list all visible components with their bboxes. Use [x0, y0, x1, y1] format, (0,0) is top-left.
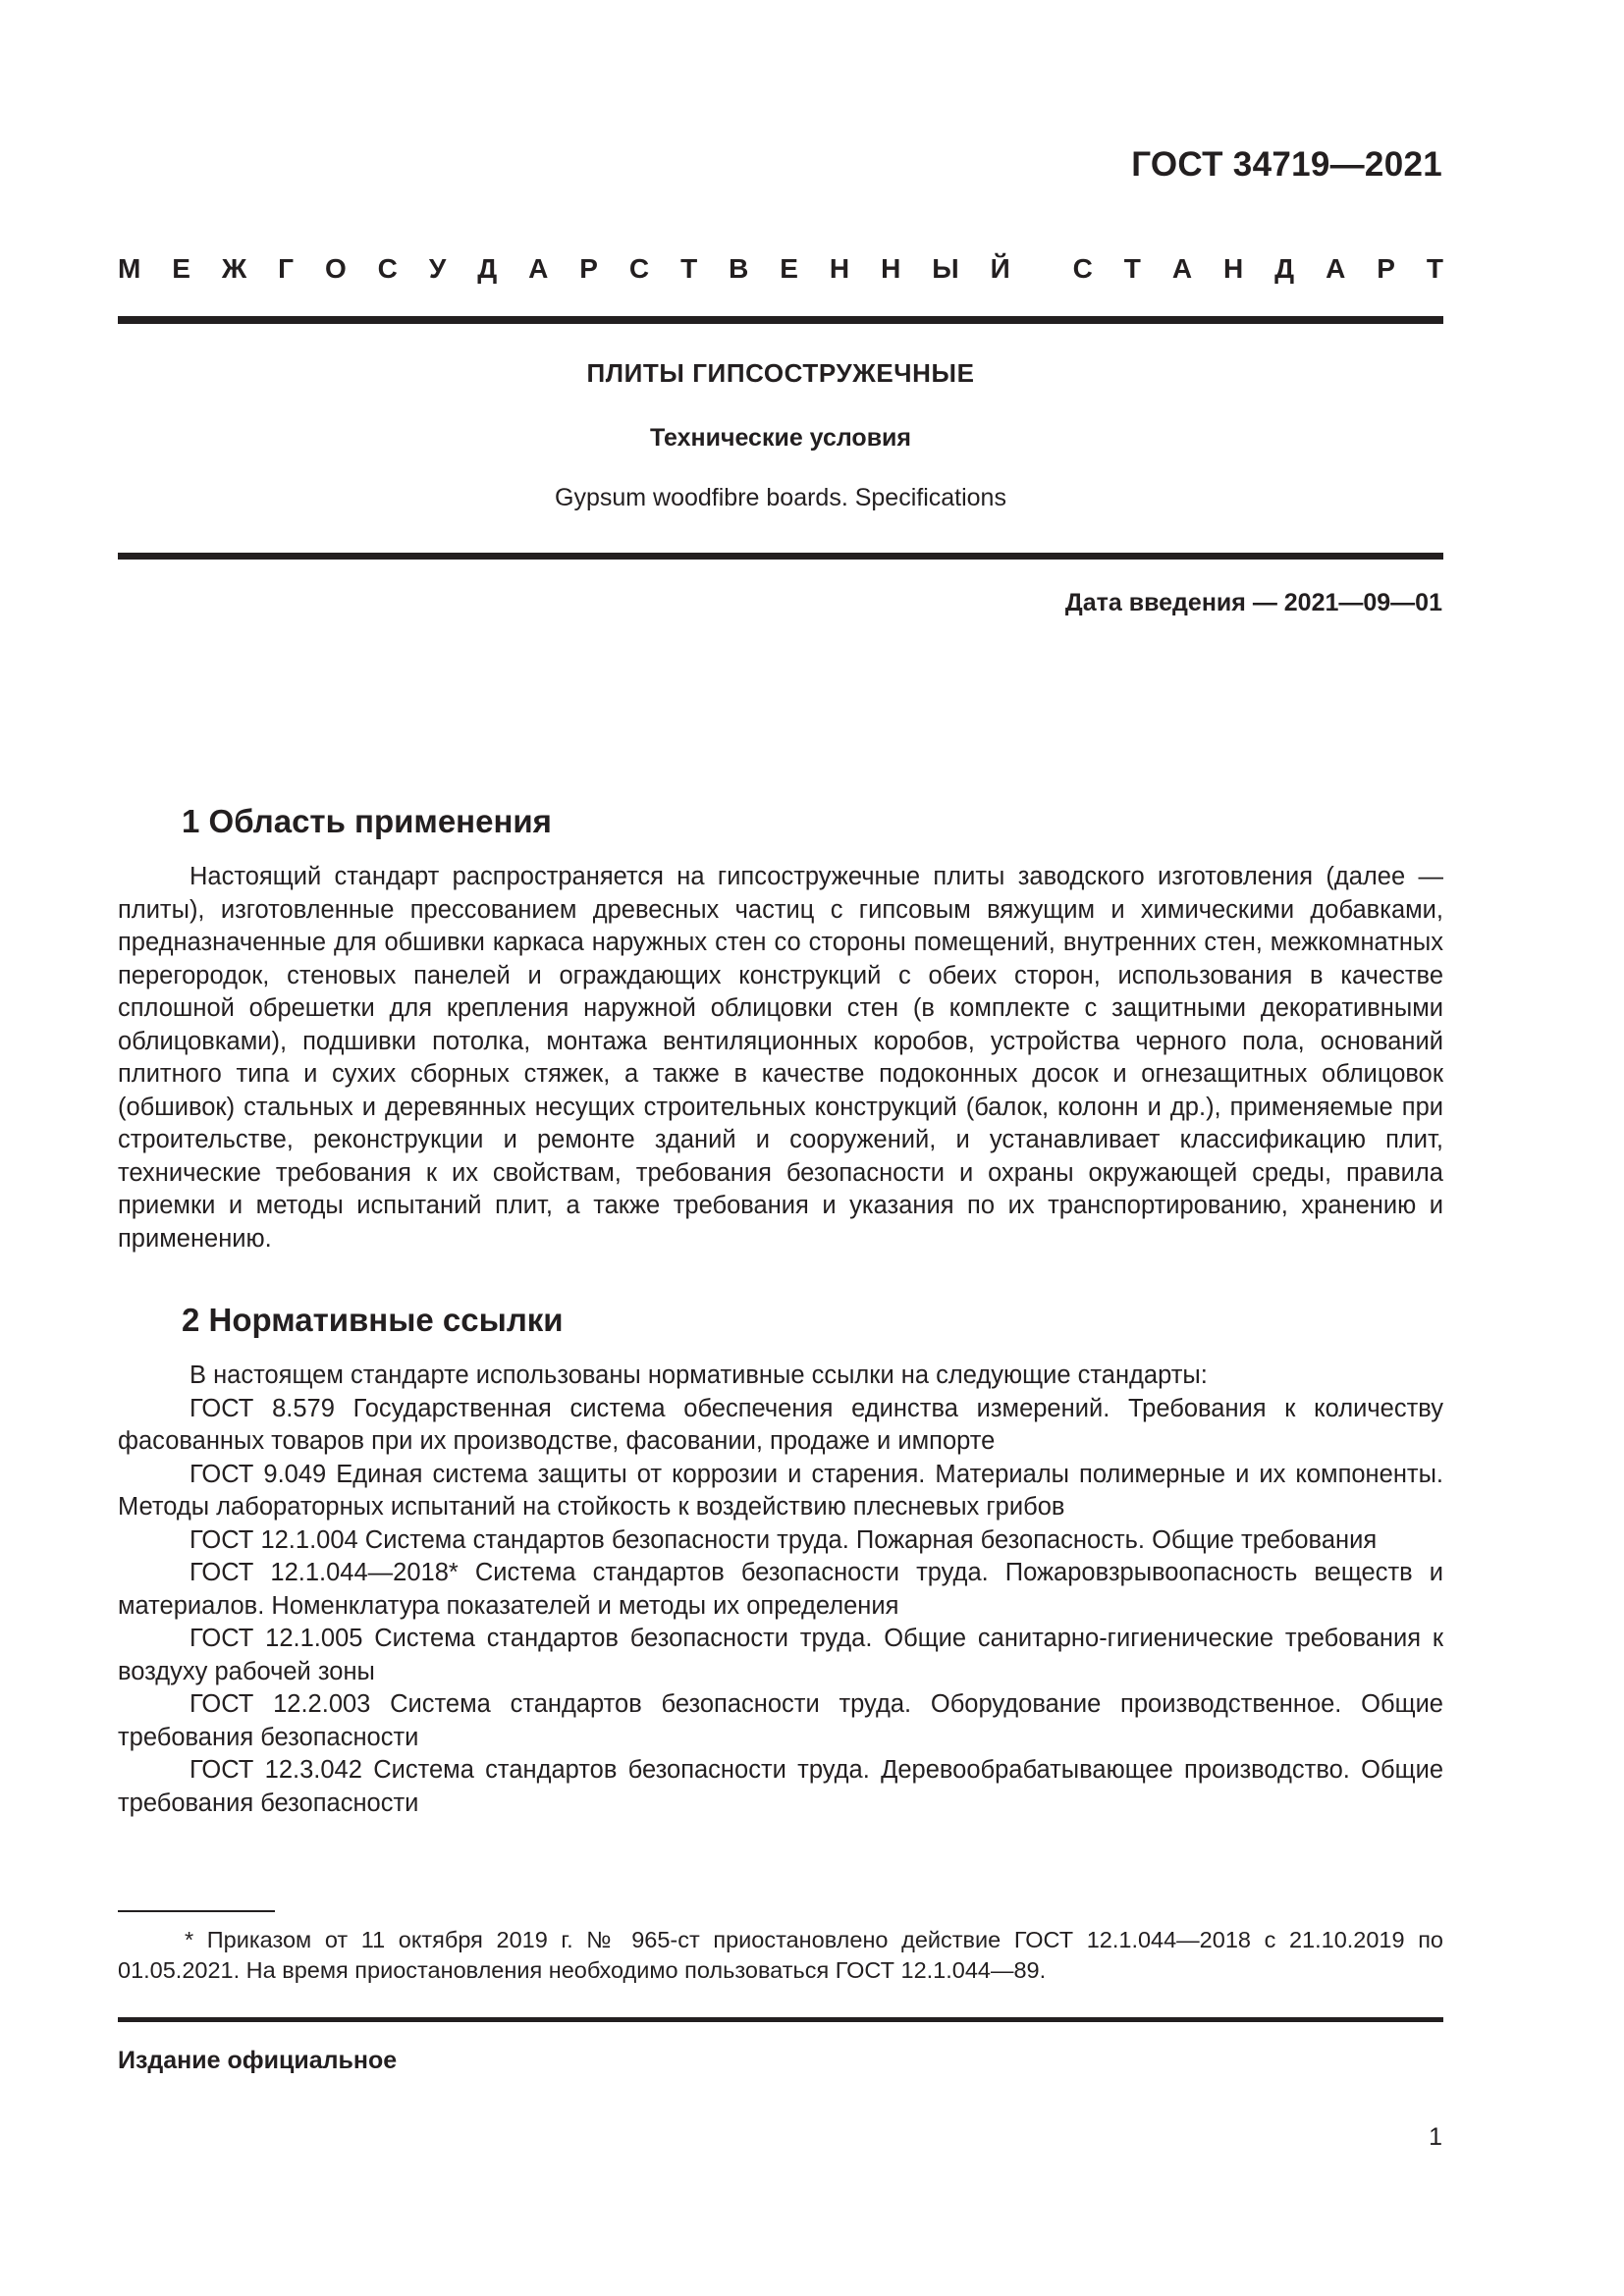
footnote — [118, 1925, 1443, 1986]
section-heading-references: 2 Нормативные ссылки — [182, 1302, 564, 1338]
reference-item: ГОСТ 12.3.042 Система стандартов безопасности труда. Деревообрабатывающее производство. Общие требования безопасности — [118, 1756, 1443, 1817]
doc-kind-letter: С — [1072, 253, 1093, 284]
document-title-english: Gypsum woodfibre boards. Specifications — [555, 484, 1006, 511]
reference-item: ГОСТ 9.049 Единая система защиты от коррозии и старения. Материалы полимерные и их компоненты. Методы лабораторных испытаний на стойкость к воздействию плесневых грибов — [118, 1460, 1443, 1521]
doc-kind-letter: Г — [278, 253, 295, 284]
footnote-text: * Приказом от 11 октября 2019 г. № 965-ст приостановлено действие ГОСТ 12.1.044—2018 с 21.10.2019 по 01.05.2021. На время приостановления необходимо пользоваться ГОСТ 12.1.044—89. — [118, 1927, 1443, 1983]
reference-item: ГОСТ 12.1.044—2018* Система стандартов безопасности труда. Пожаровзрывоопасность веществ и материалов. Номенклатура показателей и методы их определения — [118, 1559, 1443, 1620]
doc-kind-letter: Н — [1223, 253, 1244, 284]
introduction-date: Дата введения — 2021—09—01 — [1064, 589, 1442, 616]
doc-kind-letter: Н — [829, 253, 850, 284]
doc-kind-letter: Т — [680, 253, 698, 284]
header-divider — [118, 316, 1443, 324]
references-section — [118, 1360, 1443, 1820]
document-code: ГОСТ 34719—2021 — [1131, 145, 1442, 184]
footnote-separator — [118, 1910, 275, 1912]
reference-item: ГОСТ 12.1.004 Система стандартов безопасности труда. Пожарная безопасность. Общие требования — [189, 1525, 1378, 1554]
doc-kind-letter: А — [1326, 253, 1346, 284]
doc-kind-letter: Т — [1426, 253, 1443, 284]
references-lead: В настоящем стандарте использованы нормативные ссылки на следующие стандарты: — [189, 1362, 1208, 1389]
doc-kind-letter: В — [729, 253, 749, 284]
footer-divider — [118, 2017, 1443, 2022]
reference-item: ГОСТ 12.1.005 Система стандартов безопасности труда. Общие санитарно-гигиенические требования к воздуху рабочей зоны — [118, 1625, 1443, 1685]
doc-kind-letter: О — [324, 253, 347, 284]
doc-kind-letter: Р — [579, 253, 598, 284]
doc-kind-letter: Н — [881, 253, 901, 284]
doc-kind-letter: Е — [172, 253, 190, 284]
doc-kind-letter: С — [628, 253, 650, 284]
page-number: 1 — [1429, 2123, 1442, 2151]
doc-kind-letter: Ы — [932, 253, 959, 284]
doc-kind-letter: Р — [1377, 253, 1395, 284]
doc-kind-letter: А — [528, 253, 549, 284]
doc-kind-letter: Й — [990, 253, 1010, 284]
scope-section — [118, 861, 1443, 1255]
document-subtitle: Технические условия — [649, 424, 912, 452]
document-title: ПЛИТЫ ГИПСОСТРУЖЕЧНЫЕ — [586, 358, 975, 388]
doc-kind-letter: Т — [1123, 253, 1141, 284]
title-divider — [118, 553, 1443, 560]
section-heading-scope: 1 Область применения — [182, 803, 552, 839]
doc-kind-letter: М — [118, 253, 141, 284]
doc-kind-letter: Д — [477, 253, 498, 284]
official-edition-label: Издание официальное — [118, 2047, 398, 2074]
document-kind-banner — [118, 253, 1443, 285]
scope-paragraph: Настоящий стандарт распространяется на гипсостружечные плиты заводского изготовления (далее — плиты), изготовленные прессованием древесных частиц с гипсовым вяжущим и химическими добавками, предназначенные для обшивки каркаса наружных стен со стороны помещений, внутренних стен, межкомнатных перегородок, стеновых панелей и ограждающих конструкций с обеих сторон, использования в качестве сплошной обрешетки для крепления наружной облицовки стен (в комплекте с защитными декоративными облицовками), подшивки потолка, монтажа вентиляционных коробов, устройства черного пола, оснований плитного типа и сухих сборных стяжек, а также в качестве подоконных досок и огнезащитных облицовок (обшивок) стальных и деревянных несущих строительных конструкций (балок, колонн и др.), применяемые при строительстве, реконструкции и ремонте зданий и сооружений, и устанавливает классификацию плит, технические требования к их свойствам, требования безопасности и охраны окружающей среды, правила приемки и методы испытаний плит, а также требования и указания по их транспортированию, хранению и применению. — [118, 863, 1443, 1253]
doc-kind-letter: Д — [1274, 253, 1295, 284]
doc-kind-letter: У — [428, 253, 447, 284]
reference-item: ГОСТ 12.2.003 Система стандартов безопасности труда. Оборудование производственное. Общие требования безопасности — [118, 1690, 1443, 1751]
reference-item: ГОСТ 8.579 Государственная система обеспечения единства измерений. Требования к количеству фасованных товаров при их производстве, фасовании, продаже и импорте — [118, 1394, 1443, 1455]
doc-kind-letter: А — [1171, 253, 1193, 284]
doc-kind-letter: Е — [780, 253, 798, 284]
doc-kind-letter: Ж — [221, 253, 247, 284]
doc-kind-letter: С — [377, 253, 398, 284]
